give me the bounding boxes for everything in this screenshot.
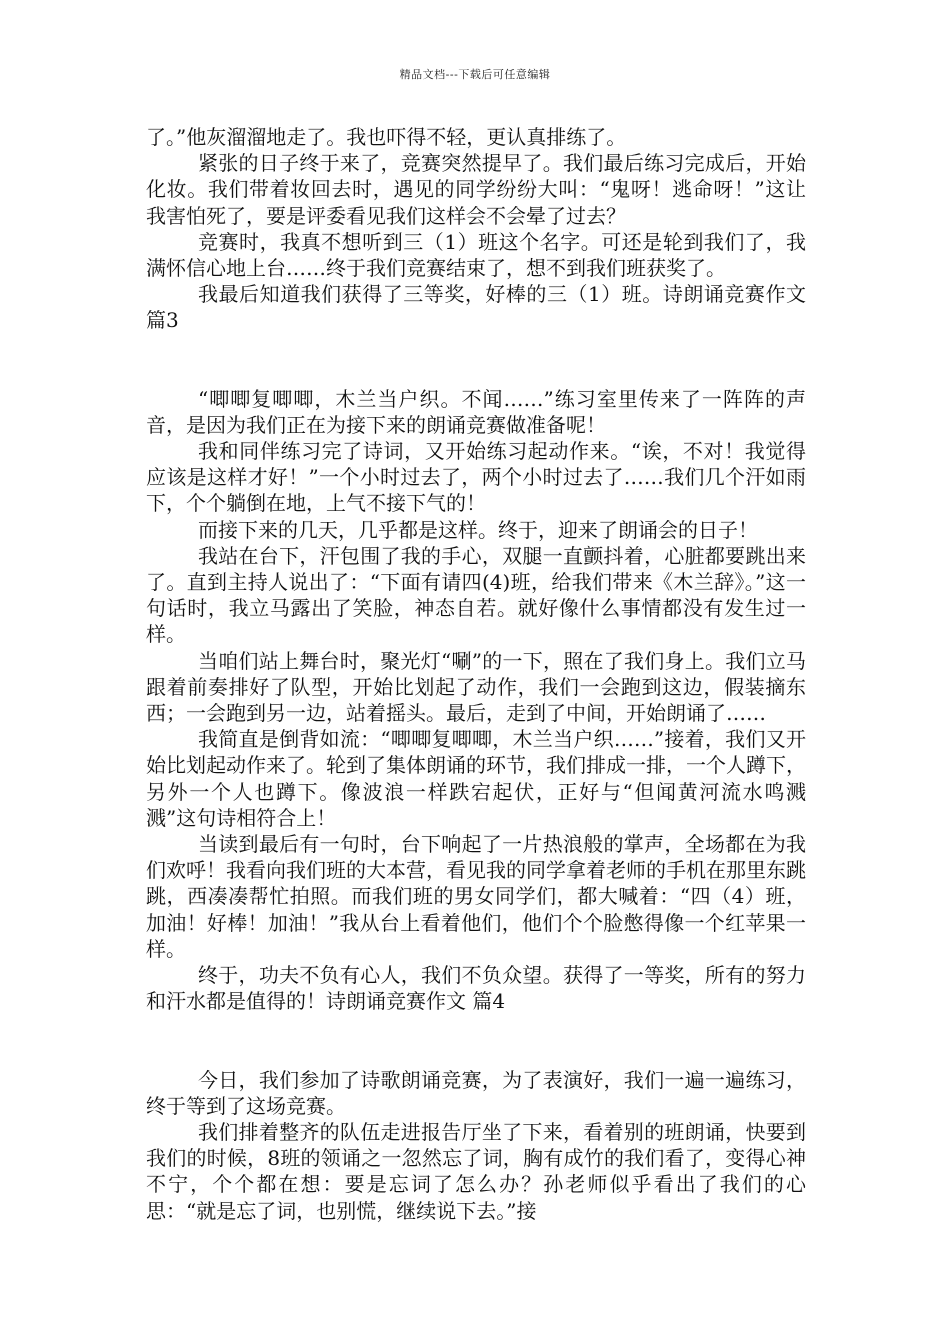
paragraph: 终于，功夫不负有心人，我们不负众望。获得了一等奖，所有的努力和汗水都是值得的！诗朗诵竞赛作文 篇4: [146, 963, 806, 1014]
paragraph: 我最后知道我们获得了三等奖，好棒的三（1）班。诗朗诵竞赛作文 篇3: [146, 282, 806, 333]
paragraph: 而接下来的几天，几乎都是这样。终于，迎来了朗诵会的日子！: [198, 517, 758, 542]
paragraph: 我们排着整齐的队伍走进报告厅坐了下来，看着别的班朗诵，快要到我们的时候，8班的领诵之一忽然忘了词，胸有成竹的我们看了，变得心神不宁，个个都在想：要是忘词了怎么办？孙老师似乎看出了我们的心思：“就是忘了词，也别慌，继续说下去。”接: [146, 1119, 806, 1223]
paragraph: 紧张的日子终于来了，竞赛突然提早了。我们最后练习完成后，开始化妆。我们带着妆回去时，遇见的同学纷纷大叫：“鬼呀！逃命呀！”这让我害怕死了，要是评委看见我们这样会不会晕了过去？: [146, 151, 806, 228]
paragraph: 我和同伴练习完了诗词，又开始练习起动作来。“诶，不对！我觉得应该是这样才好！”一个小时过去了，两个小时过去了……我们几个汗如雨下，个个躺倒在地，上气不接下气的！: [146, 439, 806, 516]
paragraph: 我站在台下，汗包围了我的手心，双腿一直颤抖着，心脏都要跳出来了。直到主持人说出了：“下面有请四(4)班，给我们带来《木兰辞》。”这一句话时，我立马露出了笑脸，神态自若。就好像什么事情都没有发生过一样。: [146, 543, 806, 647]
paragraph: 了。”他灰溜溜地走了。我也吓得不轻，更认真排练了。: [146, 125, 627, 149]
paragraph: 今日，我们参加了诗歌朗诵竞赛，为了表演好，我们一遍一遍练习，终于等到了这场竞赛。: [146, 1067, 806, 1118]
paragraph: 当读到最后有一句时，台下响起了一片热浪般的掌声，全场都在为我们欢呼！我看向我们班的大本营，看见我的同学拿着老师的手机在那里东跳跳，西凑凑帮忙拍照。而我们班的男女同学们，都大喊着：“四（4）班，加油！好棒！加油！”我从台上看着他们，他们个个脸憋得像一个红苹果一样。: [146, 832, 806, 961]
paragraph: 竞赛时，我真不想听到三（1）班这个名字。可还是轮到我们了，我满怀信心地上台……终于我们竞赛结束了，想不到我们班获奖了。: [146, 229, 806, 281]
page-header: 精品文档---下载后可任意编辑: [399, 68, 551, 81]
paragraph: 当咱们站上舞台时，聚光灯“唰”的一下，照在了我们身上。我们立马跟着前奏排好了队型，开始比划起了动作，我们一会跑到这边，假装摘东西；一会跑到另一边，站着摇头。最后，走到了中间，开始朗诵了……: [146, 648, 806, 726]
paragraph: 我简直是倒背如流：“唧唧复唧唧，木兰当户织……”接着，我们又开始比划起动作来了。轮到了集体朗诵的环节，我们排成一排，一个人蹲下，另外一个人也蹲下。像波浪一样跌宕起伏，正好与“但闻黄河流水鸣溅溅”这句诗相符合上！: [146, 727, 806, 830]
document-body: [146, 124, 806, 1224]
paragraph: “唧唧复唧唧，木兰当户织。不闻……”练习室里传来了一阵阵的声音，是因为我们正在为接下来的朗诵竞赛做准备呢！: [146, 386, 806, 437]
